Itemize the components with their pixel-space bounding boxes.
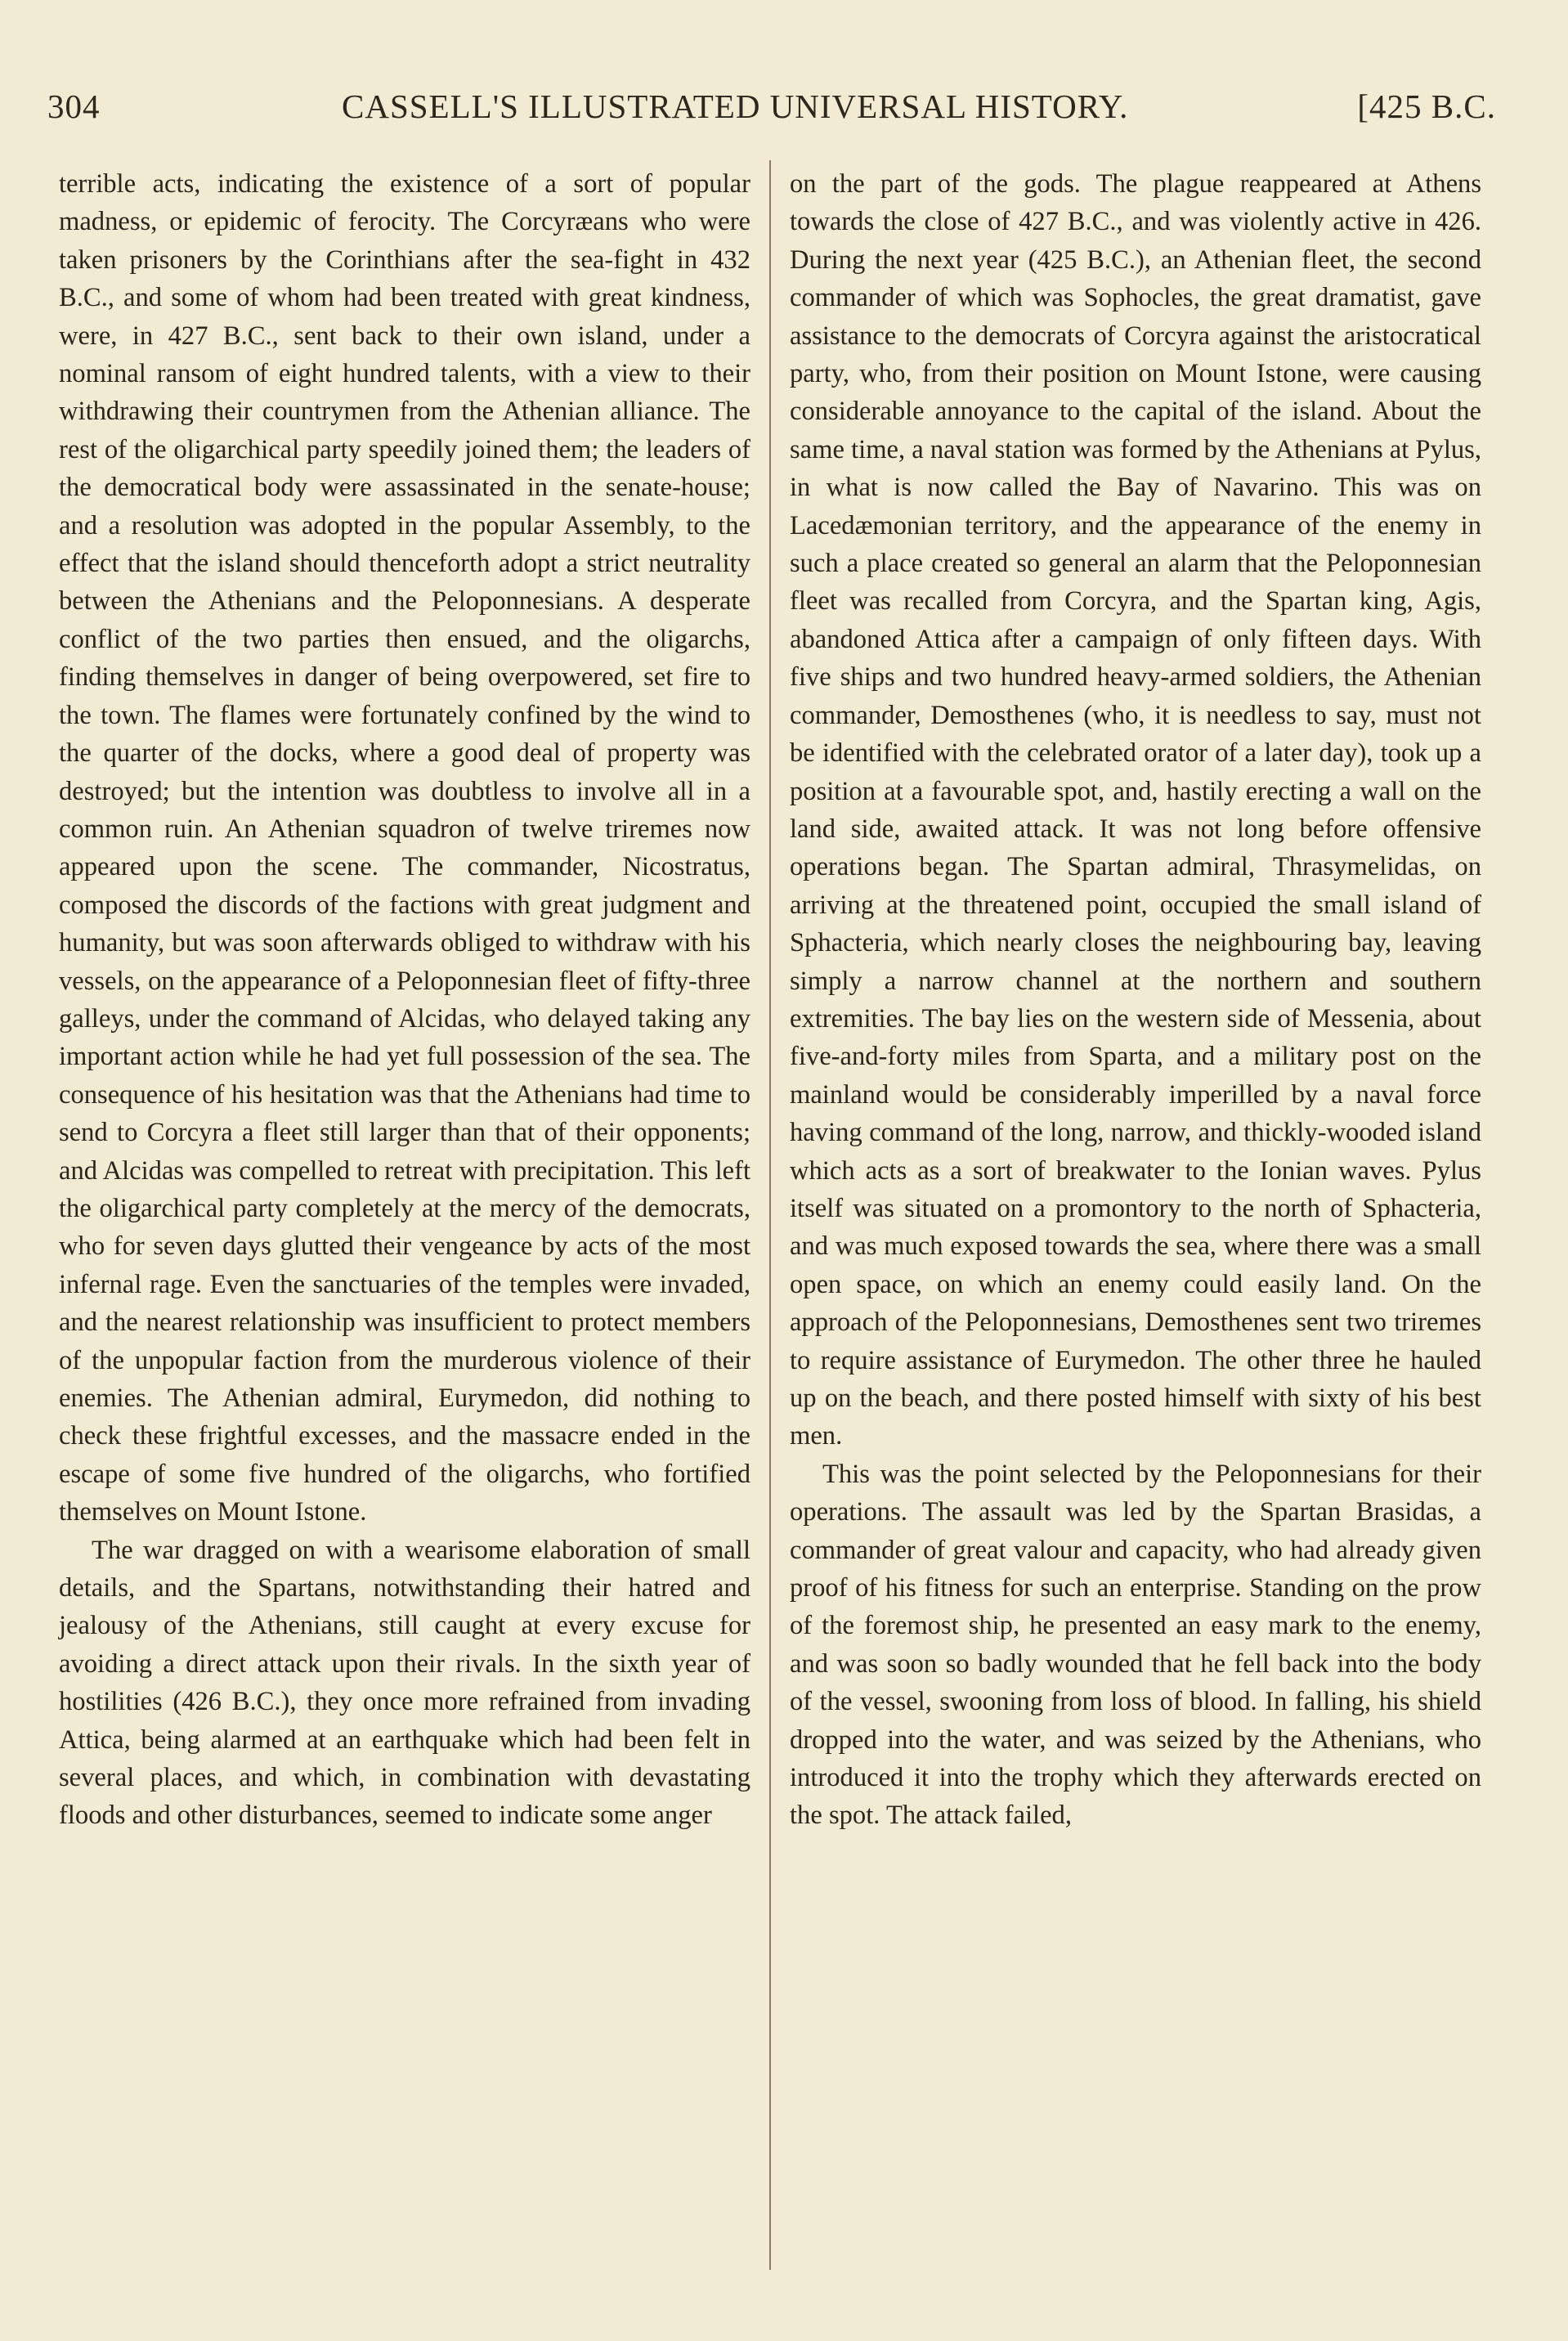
- left-paragraph-1: terrible acts, indicating the existence of a sort of popular madness, or epidemic of ferocity. The Corcyræans who were taken prisoners by the Corinthians after the sea-fight in 432 B.C., and some of whom had been treated with great kindness, were, in 427 B.C., sent back to their own island, under a nominal ransom of eight hundred talents, with a view to their withdrawing their countrymen from the Athenian alliance. The rest of the oligarchical party speedily joined them; the leaders of the democratical body were assassinated in the senate-house; and a resolution was adopted in the popular Assembly, to the effect that the island should thenceforth adopt a strict neutrality between the Athenians and the Peloponnesians. A desperate conflict of the two parties then ensued, and the oligarchs, finding themselves in danger of being overpowered, set fire to the town. The flames were fortunately confined by the wind to the quarter of the docks, where a good deal of property was destroyed; but the intention was doubtless to involve all in a common ruin. An Athenian squadron of twelve triremes now appeared upon the scene. The commander, Nicostratus, composed the discords of the factions with great judgment and humanity, but was soon afterwards obliged to withdraw with his vessels, on the appearance of a Peloponnesian fleet of fifty-three galleys, under the command of Alcidas, who delayed taking any important action while he had yet full possession of the sea. The consequence of his hesitation was that the Athenians had time to send to Corcyra a fleet still larger than that of their opponents; and Alcidas was compelled to retreat with precipitation. This left the oligarchical party completely at the mercy of the democrats, who for seven days glutted their vengeance by acts of the most infernal rage. Even the sanctuaries of the temples were invaded, and the nearest relationship was insufficient to protect members of the unpopular faction from the murderous violence of their enemies. The Athenian admiral, Eurymedon, did nothing to check these frightful excesses, and the massacre ended in the escape of some five hundred of the oligarchs, who fortified themselves on Mount Istone.: [59, 169, 750, 1527]
- page-header: [47, 82, 1496, 131]
- page-number: 304: [47, 87, 101, 125]
- right-paragraph-2: This was the point selected by the Peloponnesians for their operations. The assault was led by the Spartan Brasidas, a commander of great valour and capacity, who had already given proof of his fitness for such an enterprise. Standing on the prow of the foremost ship, he presented an easy mark to the enemy, and was soon so badly wounded that he fell back into the body of the vessel, swooning from loss of blood. In falling, his shield dropped into the water, and was seized by the Athenians, who introduced it into the trophy which they afterwards erected on the spot. The attack failed,: [790, 1459, 1481, 1831]
- column-divider: [769, 160, 771, 2270]
- right-paragraph-1: on the part of the gods. The plague reappeared at Athens towards the close of 427 B.C., and was violently active in 426. During the next year (425 B.C.), an Athenian fleet, the second commander of which was Sophocles, the great dramatist, gave assistance to the democrats of Corcyra against the aristocratical party, who, from their position on Mount Istone, were causing considerable annoyance to the capital of the island. About the same time, a naval station was formed by the Athenians at Pylus, in what is now called the Bay of Navarino. This was on Lacedæmonian territory, and the appearance of the enemy in such a place created so general an alarm that the Peloponnesian fleet was recalled from Corcyra, and the Spartan king, Agis, abandoned Attica after a campaign of only fifteen days. With five ships and two hundred heavy-armed soldiers, the Athenian commander, Demosthenes (who, it is needless to say, must not be identified with the celebrated orator of a later day), took up a position at a favourable spot, and, hastily erecting a wall on the land side, awaited attack. It was not long before offensive operations began. The Spartan admiral, Thrasymelidas, on arriving at the threatened point, occupied the small island of Sphacteria, which nearly closes the neighbouring bay, leaving simply a narrow channel at the northern and southern extremities. The bay lies on the western side of Messenia, about five-and-forty miles from Sparta, and a military post on the mainland would be considerably imperilled by a naval force having command of the long, narrow, and thickly-wooded island which acts as a sort of breakwater to the Ionian waves. Pylus itself was situated on a promontory to the north of Sphacteria, and was much exposed towards the sea, where there was a small open space, on which an enemy could easily land. On the approach of the Peloponnesians, Demosthenes sent two triremes to require assistance of Eurymedon. The other three he hauled up on the beach, and there posted himself with sixty of his best men.: [790, 169, 1481, 1451]
- right-column: [790, 165, 1481, 1835]
- running-date: [425 B.C.: [1357, 87, 1496, 125]
- running-title: CASSELL'S ILLUSTRATED UNIVERSAL HISTORY.: [342, 87, 1129, 125]
- left-paragraph-2: The war dragged on with a wearisome elaboration of small details, and the Spartans, notwithstanding their hatred and jealousy of the Athenians, still caught at every excuse for avoiding a direct attack upon their rivals. In the sixth year of hostilities (426 B.C.), they once more refrained from invading Attica, being alarmed at an earthquake which had been felt in several places, and which, in combination with devastating floods and other disturbances, seemed to indicate some anger: [59, 1535, 750, 1831]
- left-column: [59, 165, 750, 1835]
